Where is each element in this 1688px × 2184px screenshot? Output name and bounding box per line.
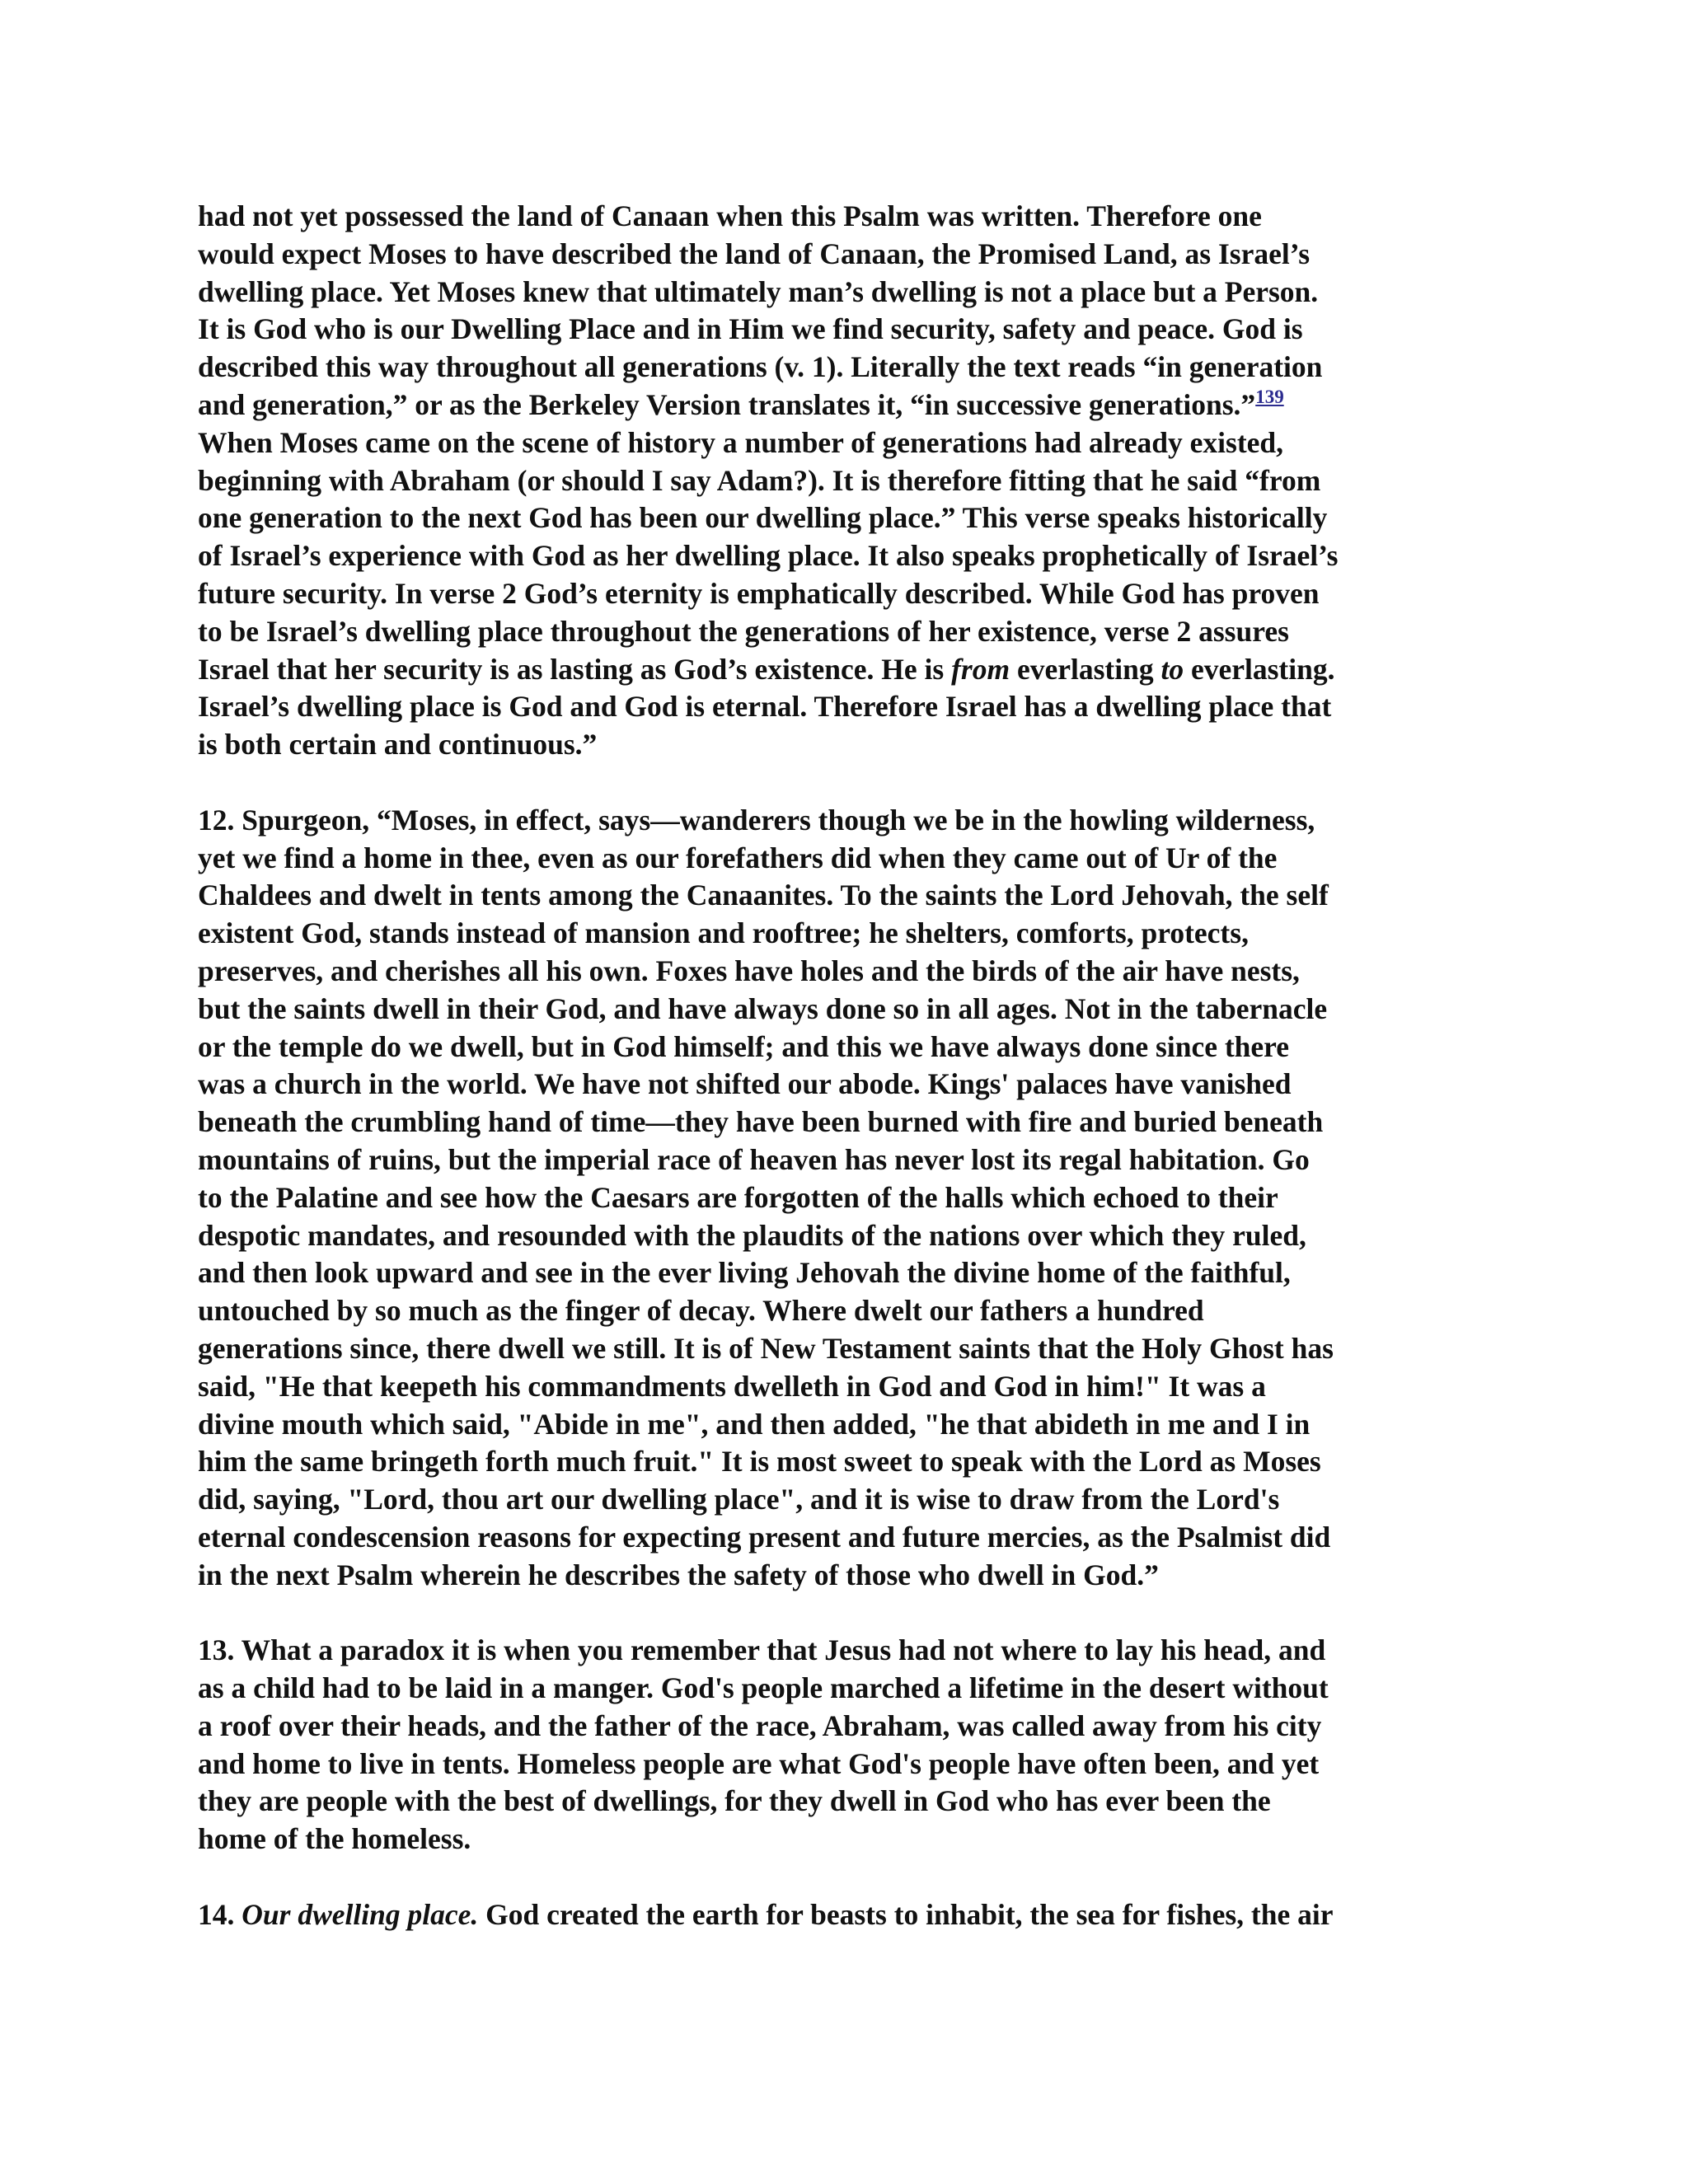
- text-run: or the temple do we dwell, but in God himself; and this we have always done since there: [198, 1029, 1290, 1063]
- paragraph-1: [198, 198, 1484, 764]
- text-run: Chaldees and dwelt in tents among the Canaanites. To the saints the Lord Jehovah, the self: [198, 879, 1329, 912]
- text-line: [198, 1783, 1484, 1821]
- text-line: [198, 198, 1484, 236]
- text-run: one generation to the next God has been our dwelling place.” This verse speaks historically: [198, 501, 1328, 535]
- text-line: [198, 424, 1484, 462]
- text-run: and home to live in tents. Homeless people are what God's people have often been, and yet: [198, 1746, 1320, 1780]
- text-line: [198, 1179, 1484, 1217]
- text-run: When Moses came on the scene of history a number of generations had already existed,: [198, 425, 1284, 459]
- text-line: [198, 236, 1484, 274]
- text-line: [198, 462, 1484, 500]
- text-line: [198, 877, 1484, 915]
- text-run: and then look upward and see in the ever living Jehovah the divine home of the faithful,: [198, 1256, 1291, 1290]
- text-line: [198, 1104, 1484, 1141]
- text-run: him the same bringeth forth much fruit." It is most sweet to speak with the Lord as Moses: [198, 1445, 1321, 1479]
- text-run: and generation,” or as the Berkeley Version translates it, “in successive generations.”: [198, 387, 1256, 421]
- text-line: [198, 1141, 1484, 1179]
- italic-text: to: [1160, 652, 1184, 686]
- text-run: 14.: [198, 1897, 242, 1931]
- text-run: beginning with Abraham (or should I say Adam?). It is therefore fitting that he said “from: [198, 463, 1321, 497]
- text-run: 12. Spurgeon, “Moses, in effect, says—wanderers though we be in the howling wilderness,: [198, 803, 1315, 837]
- text-line: [198, 499, 1484, 537]
- text-line: [198, 1330, 1484, 1368]
- text-line: [198, 953, 1484, 991]
- text-line: [198, 1708, 1484, 1746]
- text-run: existent God, stands instead of mansion and rooftree; he shelters, comforts, protects,: [198, 916, 1249, 950]
- text-line: [198, 840, 1484, 878]
- text-line: [198, 1632, 1484, 1670]
- text-run: preserves, and cherishes all his own. Foxes have holes and the birds of the air have nests,: [198, 954, 1300, 987]
- text-line: [198, 1217, 1484, 1255]
- text-line: [198, 1557, 1484, 1595]
- text-run: It is God who is our Dwelling Place and in Him we find security, safety and peace. God is: [198, 312, 1303, 346]
- text-line: [198, 274, 1484, 312]
- text-run: in the next Psalm wherein he describes the safety of those who dwell in God.”: [198, 1558, 1159, 1591]
- text-line: [198, 575, 1484, 613]
- text-line: [198, 1254, 1484, 1292]
- text-line: [198, 1292, 1484, 1330]
- text-run: a roof over their heads, and the father of the race, Abraham, was called away from his city: [198, 1708, 1322, 1742]
- paragraph-4: [198, 1896, 1484, 1934]
- text-line: [198, 726, 1484, 764]
- text-line: [198, 1519, 1484, 1557]
- text-run: divine mouth which said, "Abide in me", and then added, "he that abideth in me and I in: [198, 1407, 1311, 1441]
- text-line: [198, 613, 1484, 651]
- text-run: yet we find a home in thee, even as our forefathers did when they came out of Ur of the: [198, 841, 1278, 874]
- text-run: future security. In verse 2 God’s eternity is emphatically described. While God has proven: [198, 576, 1320, 610]
- footnote-link[interactable]: 139: [1255, 386, 1284, 407]
- text-run: had not yet possessed the land of Canaan when this Psalm was written. Therefore one: [198, 199, 1262, 232]
- text-run: described this way throughout all generations (v. 1). Literally the text reads “in generation: [198, 350, 1323, 384]
- text-run: 13. What a paradox it is when you remember that Jesus had not where to lay his head, and: [198, 1633, 1326, 1667]
- text-run: Israel that her security is as lasting as God’s existence. He is: [198, 652, 952, 686]
- text-run: to be Israel’s dwelling place throughout the generations of her existence, verse 2 assures: [198, 614, 1289, 648]
- text-line: [198, 802, 1484, 840]
- text-line: [198, 651, 1484, 689]
- text-run: as a child had to be laid in a manger. God's people marched a lifetime in the desert without: [198, 1671, 1329, 1705]
- text-line: [198, 537, 1484, 575]
- text-line: [198, 1406, 1484, 1444]
- text-run: is both certain and continuous.”: [198, 728, 598, 762]
- text-run: said, "He that keepeth his commandments dwelleth in God and God in him!" It was a: [198, 1369, 1266, 1403]
- text-run: everlasting: [1010, 652, 1161, 686]
- document-page: [198, 198, 1484, 1971]
- text-line: [198, 688, 1484, 726]
- text-line: [198, 1029, 1484, 1066]
- text-run: they are people with the best of dwellings, for they dwell in God who has ever been the: [198, 1784, 1271, 1818]
- text-run: Israel’s dwelling place is God and God is eternal. Therefore Israel has a dwelling place that: [198, 690, 1332, 724]
- text-line: [198, 1896, 1484, 1934]
- text-run: generations since, there dwell we still. It is of New Testament saints that the Holy Ghost has: [198, 1331, 1334, 1365]
- text-run: untouched by so much as the finger of decay. Where dwelt our fathers a hundred: [198, 1294, 1204, 1328]
- text-line: [198, 387, 1484, 424]
- text-line: [198, 1746, 1484, 1783]
- text-line: [198, 1066, 1484, 1104]
- paragraph-3: [198, 1632, 1484, 1858]
- text-run: was a church in the world. We have not shifted our abode. Kings' palaces have vanished: [198, 1067, 1292, 1101]
- text-line: [198, 1670, 1484, 1708]
- text-line: [198, 1368, 1484, 1406]
- text-run: despotic mandates, and resounded with the plaudits of the nations over which they ruled,: [198, 1218, 1306, 1252]
- text-run: of Israel’s experience with God as her dwelling place. It also speaks prophetically of Israel’s: [198, 539, 1339, 573]
- text-run: would expect Moses to have described the land of Canaan, the Promised Land, as Israel’s: [198, 237, 1311, 270]
- text-run: but the saints dwell in their God, and have always done so in all ages. Not in the tabernacle: [198, 991, 1328, 1025]
- text-line: [198, 349, 1484, 387]
- text-run: everlasting.: [1184, 652, 1335, 686]
- italic-text: Our dwelling place.: [241, 1897, 479, 1931]
- text-run: beneath the crumbling hand of time—they have been burned with fire and buried beneath: [198, 1105, 1324, 1139]
- text-run: eternal condescension reasons for expecting present and future mercies, as the Psalmist did: [198, 1520, 1331, 1554]
- italic-text: from: [951, 652, 1010, 686]
- text-run: mountains of ruins, but the imperial race of heaven has never lost its regal habitation. Go: [198, 1142, 1310, 1176]
- paragraph-2: [198, 802, 1484, 1595]
- text-run: to the Palatine and see how the Caesars are forgotten of the halls which echoed to their: [198, 1180, 1278, 1214]
- text-run: dwelling place. Yet Moses knew that ultimately man’s dwelling is not a place but a Person.: [198, 274, 1319, 308]
- text-line: [198, 1443, 1484, 1481]
- text-line: [198, 991, 1484, 1029]
- text-line: [198, 1821, 1484, 1858]
- text-line: [198, 311, 1484, 349]
- text-line: [198, 1481, 1484, 1519]
- text-run: home of the homeless.: [198, 1822, 471, 1856]
- text-run: God created the earth for beasts to inhabit, the sea for fishes, the air: [478, 1897, 1334, 1931]
- text-line: [198, 915, 1484, 953]
- text-run: did, saying, "Lord, thou art our dwelling place", and it is wise to draw from the Lord's: [198, 1483, 1280, 1516]
